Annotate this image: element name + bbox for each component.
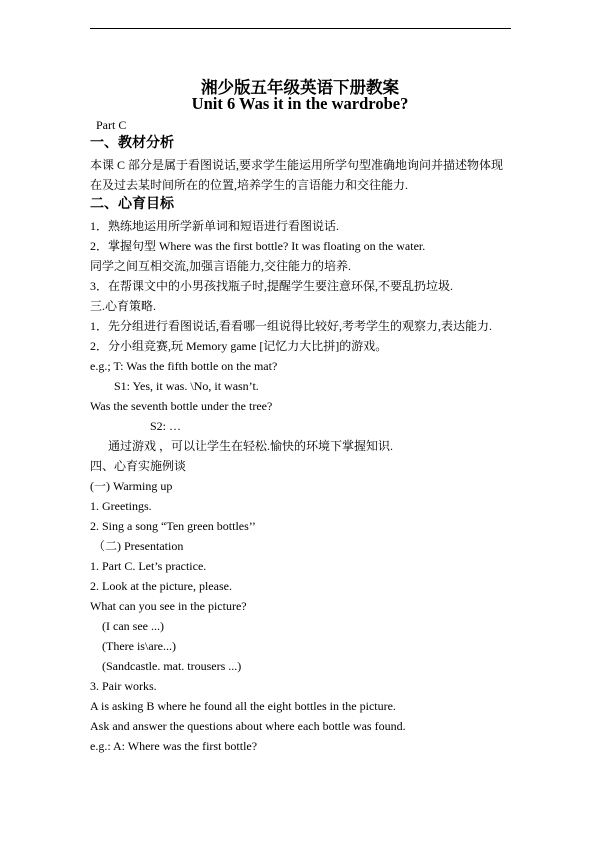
- list-item: 1．熟练地运用所学新单词和短语进行看图说话.: [90, 219, 340, 233]
- example-line: e.g.; T: Was the fifth bottle on the mat?: [90, 359, 278, 373]
- list-item: 3．在帮课文中的小男孩找瓶子时,提醒学生要注意环保,不要乱扔垃圾.: [90, 279, 454, 293]
- list-item: 2. Look at the picture, please.: [90, 579, 232, 593]
- paragraph-line: A is asking B where he found all the eight bottles in the picture.: [90, 699, 396, 713]
- list-item: 1．先分组进行看图说话,看看哪一组说得比较好,考考学生的观察力,表达能力.: [90, 319, 493, 333]
- paragraph-line: What can you see in the picture?: [90, 599, 247, 613]
- section-heading-strategy: 三.心育策略.: [90, 299, 157, 313]
- list-item: 2．分小组竞赛,玩 Memory game [记忆力大比拼]的游戏。: [90, 339, 388, 353]
- section-heading-goals: 二、心育目标: [90, 196, 174, 212]
- list-item: 2．掌握句型 Where was the first bottle? It was floating on the water.: [90, 239, 426, 253]
- section-heading-examples: 四、心育实施例谈: [90, 459, 187, 473]
- list-item: 3. Pair works.: [90, 679, 157, 693]
- example-line: (There is\are...): [102, 639, 176, 653]
- paragraph-line: 本课 C 部分是属于看图说话,要求学生能运用所学句型准确地询问并描述物体现: [90, 158, 504, 172]
- example-line: e.g.: A: Where was the first bottle?: [90, 739, 258, 753]
- section-heading-textbook-analysis: 一、教材分析: [90, 135, 174, 151]
- paragraph-line: 同学之间互相交流,加强言语能力,交往能力的培养.: [90, 259, 352, 273]
- paragraph-line: Ask and answer the questions about where each bottle was found.: [90, 719, 406, 733]
- example-line: S2: …: [150, 419, 182, 433]
- example-line: (Sandcastle. mat. trousers ...): [102, 659, 242, 673]
- paragraph-line: 通过游戏 ，可以让学生在轻松.愉快的环境下掌握知识.: [108, 439, 394, 453]
- list-item: 1. Greetings.: [90, 499, 152, 513]
- paragraph-line: 在及过去某时间所在的位置,培养学生的言语能力和交往能力.: [90, 178, 409, 192]
- part-label: Part C: [96, 118, 127, 132]
- example-line: (I can see ...): [102, 619, 164, 633]
- list-item: 2. Sing a song “Ten green bottles’’: [90, 519, 256, 533]
- list-item: 1. Part C. Let’s practice.: [90, 559, 207, 573]
- document-title: 湘少版五年级英语下册教案: [201, 78, 399, 97]
- example-line: S1: Yes, it was. \No, it wasn’t.: [114, 379, 259, 393]
- subsection-heading: (一) Warming up: [90, 479, 173, 493]
- example-line: Was the seventh bottle under the tree?: [90, 399, 273, 413]
- subsection-heading: （二) Presentation: [93, 539, 184, 553]
- document-subtitle: Unit 6 Was it in the wardrobe?: [191, 94, 409, 113]
- header-rule: [90, 28, 511, 29]
